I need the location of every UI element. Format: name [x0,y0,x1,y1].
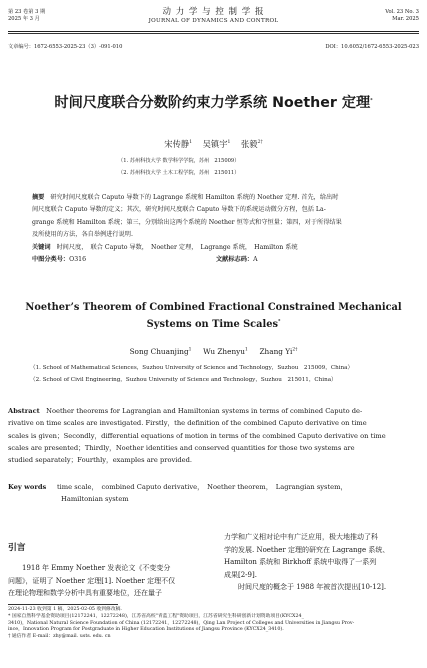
author-cn-1: 宋传静$^1$ [164,139,193,149]
article-number: 文章编号：1672-6553-2025-23（3）-091-010 [8,44,123,50]
author-cn-3: 张毅$^{2\dagger}$ [240,139,263,149]
journal-name [110,7,317,25]
footnote-funding-1: * 国家自然科学基金资助项目(12172241，12272248)，江苏省高校"青蓝工程"资助项目，江苏省研究生科研创新计划资助项目(KYCX24_ [8,613,304,619]
keywords-en-text-2: Hamiltonian system [61,495,129,504]
issue-volume: 第 23 卷第 3 期 [8,9,46,15]
authors-en [8,347,419,357]
volume-number: Vol. 23 No. 3 [385,9,419,15]
intro-right-line-1: 力学和广义相对论中有广泛应用，极大地推动了科 [224,533,378,541]
intro-right-line-4: 成果[2-9]. [224,570,257,579]
title-en-footnote-mark: * [277,320,281,326]
footnote-received: 2024-11-23 收到第 1 稿，2025-02-05 收到修改稿. [8,607,122,612]
intro-right-column [224,531,420,594]
author-en-2: Wu Zhenyu$^1$ [203,347,248,356]
intro-left-line-3: 在理论物理和数学分析中具有重要地位，还在量子 [8,589,162,598]
intro-right-line-5: 时间尺度的概念于 1988 年被首次提出[10-12]. [238,583,387,592]
affiliation-en-1: （1. School of Mathematical Sciences，Suzhou University of Science and Technology，Suzhou 215009，China） [30,365,354,371]
title-en-line-1: Noether’s Theorem of Combined Fractional Constrained Mechanical [25,302,402,313]
footnote-corresponding-author: † 通信作者 E-mail：zhy@mail. usts. edu. cn [8,634,111,640]
journal-name-en: JOURNAL OF DYNAMICS AND CONTROL [148,18,279,24]
clc-number: 中图分类号：O316 [32,256,87,264]
doi: DOI：10.6052/1672-6553-2025-023 [325,44,419,50]
author-en-1: Song Chuanjing$^1$ [129,347,192,356]
affiliation-cn-1: （1. 苏州科技大学 数学科学学院，苏州 215009） [118,158,240,164]
header-rule [8,31,419,32]
title-cn-footnote-mark: * [370,98,373,104]
classification-line [32,254,395,266]
author-cn-2: 吴镇宇$^1$ [202,139,231,149]
title-en-line-2: Systems on Time Scales* [146,319,281,331]
intro-right-line-2: 学的发展. Noether 定理的研究在 Lagrange 系统、 [224,545,390,554]
affiliation-en-2: （2. School of Civil Engineering，Suzhou University of Science and Technology，Suzhou 215011，China） [30,377,337,383]
intro-left-line-1: 1918 年 Emmy Noether 发表论文《不变变分 [22,564,171,572]
keywords-en-text-1: time scale， combined Caputo derivative， Noether theorem， Lagrangian system， [56,483,348,491]
keywords-en-label: Key words [8,483,47,491]
volume-date: Mar. 2025 [392,16,419,22]
title-en [8,299,419,334]
section-heading-introduction: 引言 [8,543,26,553]
affiliations-cn [118,155,378,179]
issue-date: 2025 年 3 月 [8,16,40,22]
intro-right-line-3: Hamilton 系统和 Birkhoff 系统中取得了一系列 [224,558,377,567]
abstract-cn-line-2: 间尺度联合 Caputo 导数的定义；其次，研究时间尺度联合 Caputo 导数下的系统运动微分方程，包括 La- [32,206,326,214]
abstract-en-line-5: studied separately；Fourthly，examples are provided. [8,456,193,465]
keywords-cn [32,242,395,254]
affiliations-en [30,362,410,386]
abstract-cn-label: 摘要 [32,194,45,201]
affiliation-cn-2: （2. 苏州科技大学 土木工程学院，苏州 215011） [118,170,240,176]
abstract-en-line-1: Abstract Noether theorems for Lagrangian and Hamiltonian systems in terms of combined Caputo de- [8,407,363,415]
keywords-cn-label: 关键词 [32,243,51,251]
keywords-en [8,481,419,506]
author-en-3: Zhang $Yi^{2\dagger}$ [259,347,298,356]
abstract-cn-line-1: 摘要 研究时间尺度联合 Caputo 导数下的 Lagrange 系统和 Hamilton 系统的 Noether 定理. 首先，给出时 [32,194,339,201]
volume-info-en [319,9,419,23]
title-cn-text: 时间尺度联合分数阶约束力学系统 Noether 定理 [54,95,371,111]
title-cn [8,94,419,112]
header-rule-thin [8,33,419,34]
authors-cn [8,139,419,150]
journal-name-cn: 动 力 学 与 控 制 学 报 [162,7,265,17]
document-code: 文献标志码：A [216,256,258,264]
intro-left-line-2: 问题》，证明了 Noether 定理[1]. Noether 定理不仅 [8,576,176,585]
keywords-cn-text: 时间尺度， 联合 Caputo 导数， Noether 定理， Lagrange 系统， Hamilton 系统 [56,243,298,251]
abstract-cn-line-4: 及所使用的方法，各自举例进行说明. [32,231,133,239]
abstract-en-line-3: scales is given；Secondly，differential equations of motion in terms of the combined Caputo derivative on time [8,431,386,440]
abstract-cn [32,192,395,266]
abstract-en-line-4: scales are presented；Thirdly，Noether identities and conserved quantities for those two systems are [8,443,355,452]
abstract-en [8,405,419,466]
abstract-en-line-2: rivative on time scales are investigated. Firstly，the definition of the combined Caputo derivative on time [8,419,367,428]
footnote-rule [8,604,118,605]
abstract-cn-line-3: grange 系统和 Hamilton 系统；第三，分别给出这两个系统的 Noether 恒等式和守恒量；第四，对于所得结果 [32,218,342,226]
footnotes [8,607,419,641]
abstract-en-label: Abstract [8,407,40,415]
footnote-funding-2: 3410)，National Natural Science Foundation of China (12172241，12272248)，Qing Lan Project of Colleges and Universities in Jiangsu Prov- [8,620,355,626]
intro-left-column [8,562,204,600]
footnote-funding-3: ince，Innovation Program for Postgraduate in Higher Education Institutions of Jiangsu Province (KYCX24_3410). [8,627,284,633]
